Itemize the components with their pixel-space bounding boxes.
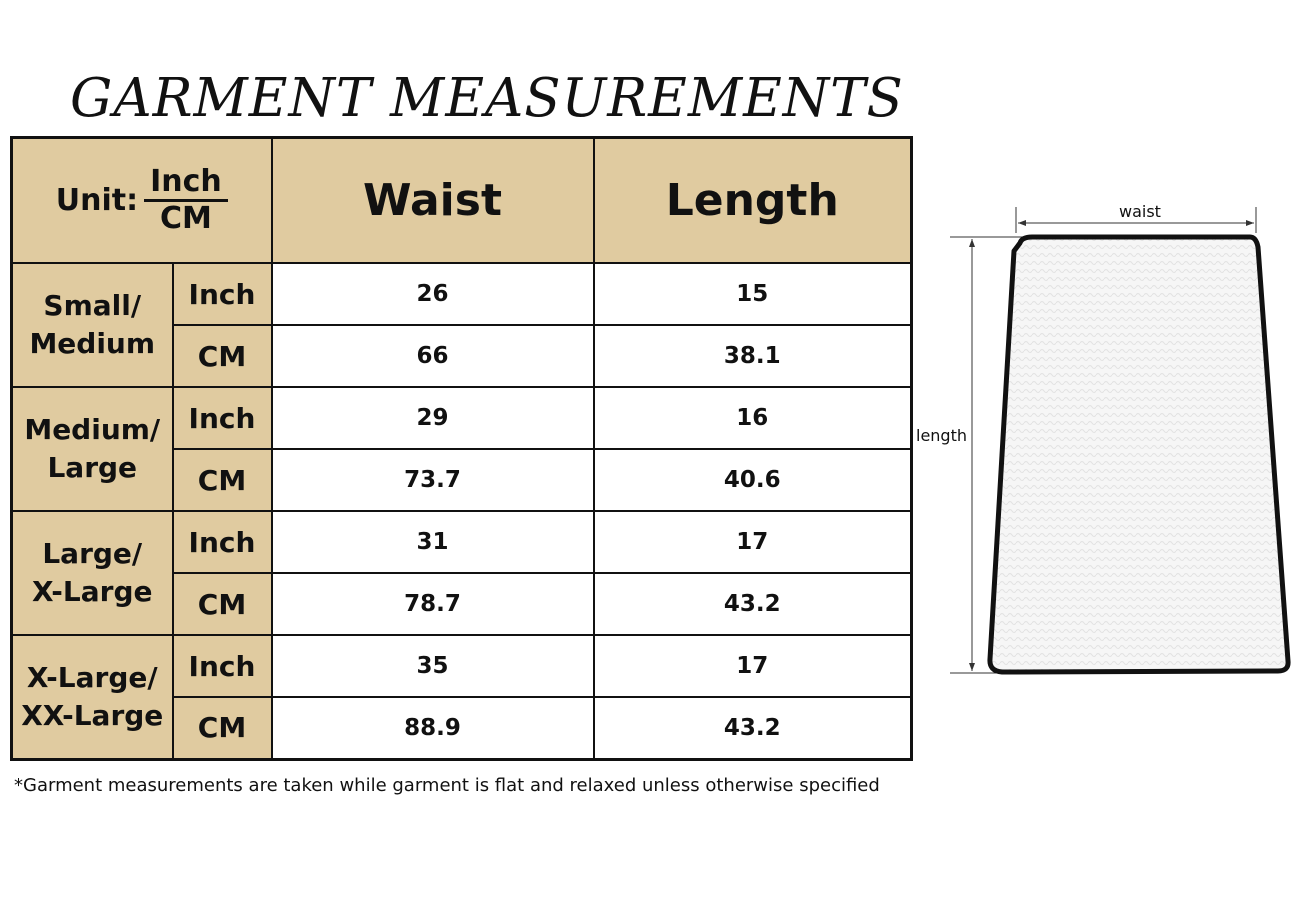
unit-cm-label: CM (159, 201, 212, 236)
size-label-line: X-Large (31, 575, 153, 608)
size-label-small-medium (12, 263, 173, 387)
size-label-large-xlarge (12, 511, 173, 635)
length-value: 38.1 (594, 325, 912, 387)
unit-cell: Inch (173, 511, 272, 573)
column-header-length: Length (594, 138, 912, 264)
unit-cell: CM (173, 573, 272, 635)
unit-cell: CM (173, 697, 272, 759)
waist-value: 78.7 (272, 573, 594, 635)
unit-prefix: Unit: (55, 183, 139, 218)
waist-arrow-right (1246, 220, 1254, 226)
length-value: 15 (594, 263, 912, 325)
table-header-row (12, 138, 912, 264)
unit-cell: CM (173, 449, 272, 511)
waist-value: 88.9 (272, 697, 594, 759)
size-label-line: Medium (29, 327, 156, 360)
size-label-xlarge-xxlarge (12, 635, 173, 759)
skirt-shape (990, 237, 1288, 672)
size-label-line: Large (47, 451, 138, 484)
size-label-medium-large (12, 387, 173, 511)
size-label-line: X-Large/ (26, 660, 158, 694)
length-value: 43.2 (594, 697, 912, 759)
table-row (12, 511, 912, 573)
unit-cell: Inch (173, 263, 272, 325)
length-value: 43.2 (594, 573, 912, 635)
unit-cell: CM (173, 325, 272, 387)
page-title: GARMENT MEASUREMENTS (70, 68, 904, 129)
waist-value: 73.7 (272, 449, 594, 511)
waist-value: 29 (272, 387, 594, 449)
table-row (12, 387, 912, 449)
waist-arrow-left (1018, 220, 1026, 226)
waist-label: waist (1119, 202, 1161, 221)
length-value: 17 (594, 635, 912, 697)
skirt-illustration (912, 195, 1292, 685)
table-row (12, 635, 912, 697)
size-label-line: Medium/ (24, 413, 161, 446)
size-label-line: Small/ (43, 289, 142, 322)
table-row (12, 263, 912, 325)
unit-fraction (144, 165, 228, 236)
length-value: 17 (594, 511, 912, 573)
length-value: 40.6 (594, 449, 912, 511)
length-value: 16 (594, 387, 912, 449)
length-arrow-bottom (969, 663, 975, 671)
unit-header-cell (12, 138, 272, 264)
unit-cell: Inch (173, 387, 272, 449)
length-arrow-top (969, 239, 975, 247)
column-header-waist: Waist (272, 138, 594, 264)
unit-cell: Inch (173, 635, 272, 697)
footnote: *Garment measurements are taken while garment is flat and relaxed unless otherwise specified (14, 775, 880, 796)
waist-value: 26 (272, 263, 594, 325)
unit-inch-label: Inch (144, 165, 228, 202)
waist-value: 35 (272, 635, 594, 697)
waist-value: 31 (272, 511, 594, 573)
skirt-diagram (912, 195, 1292, 685)
size-label-line: Large/ (42, 537, 143, 570)
size-label-line: XX-Large (21, 698, 164, 732)
size-chart-table (10, 136, 913, 761)
length-label: length (916, 426, 967, 445)
waist-value: 66 (272, 325, 594, 387)
